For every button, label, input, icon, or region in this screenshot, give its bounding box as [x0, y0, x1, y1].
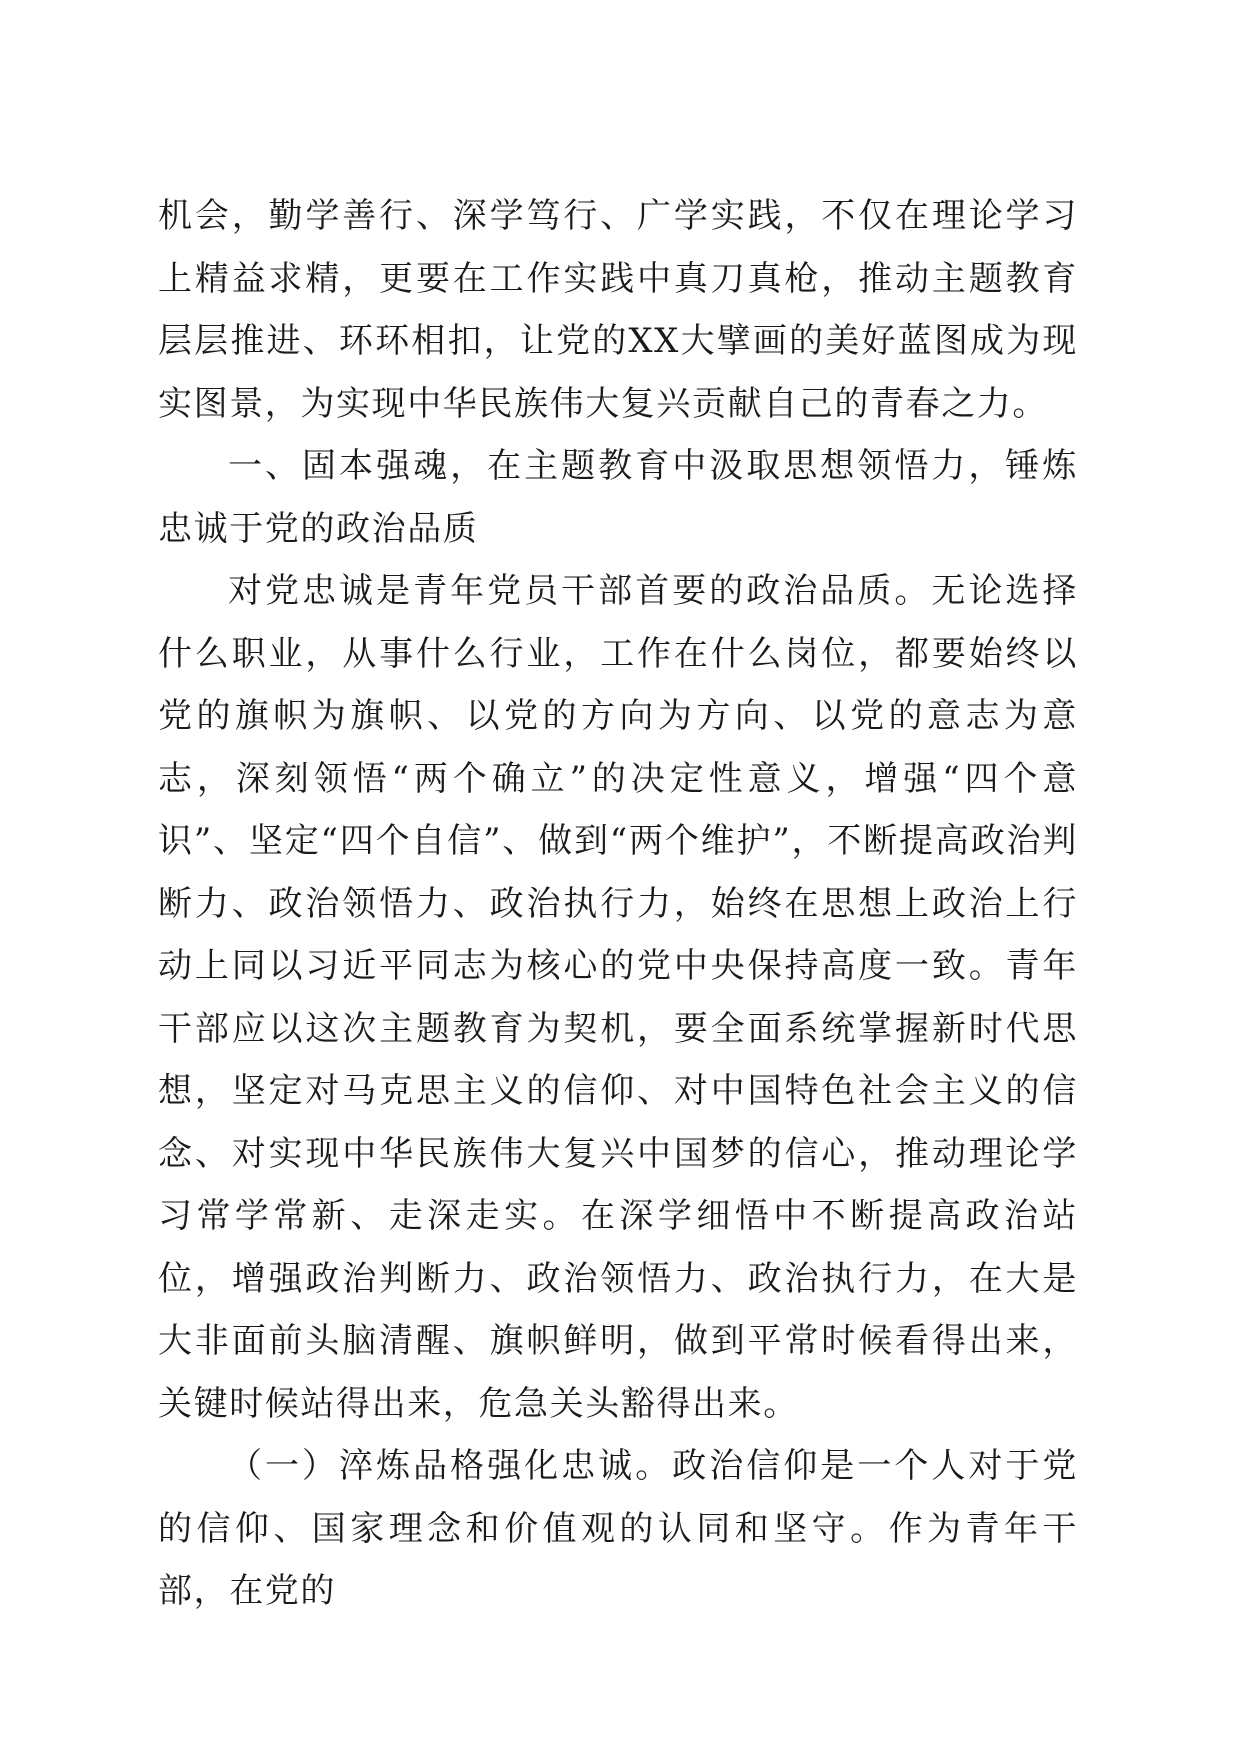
- section-heading-1: 一、固本强魂，在主题教育中汲取思想领悟力，锤炼忠诚于党的政治品质: [158, 446, 1078, 549]
- paragraph-continuation: 机会，勤学善行、深学笃行、广学实践，不仅在理论学习上精益求精，更要在工作实践中真刀真枪，推动主题教育层层推进、环环相扣，让党的XX大擘画的美好蓝图成为现实图景，为实现中华民族伟大复兴贡献自己的青春之力。: [158, 196, 1078, 424]
- document-body: [158, 185, 1078, 1623]
- paragraph-loyalty: 对党忠诚是青年党员干部首要的政治品质。无论选择什么职业，从事什么行业，工作在什么岗位，都要始终以党的旗帜为旗帜、以党的方向为方向、以党的意志为意志，深刻领悟“两个确立”的决定性意义，增强“四个意识”、坚定“四个自信”、做到“两个维护”，不断提高政治判断力、政治领悟力、政治执行力，始终在思想上政治上行动上同以习近平同志为核心的党中央保持高度一致。青年干部应以这次主题教育为契机，要全面系统掌握新时代思想，坚定对马克思主义的信仰、对中国特色社会主义的信念、对实现中华民族伟大复兴中国梦的信心，推动理论学习常学常新、走深走实。在深学细悟中不断提高政治站位，增强政治判断力、政治领悟力、政治执行力，在大是大非面前头脑清醒、旗帜鲜明，做到平常时候看得出来，关键时候站得出来，危急关头豁得出来。: [158, 571, 1078, 1424]
- subsection-heading-1: （一）淬炼品格强化忠诚。政治信仰是一个人对于党的信仰、国家理念和价值观的认同和坚守。作为青年干部，在党的: [158, 1446, 1078, 1611]
